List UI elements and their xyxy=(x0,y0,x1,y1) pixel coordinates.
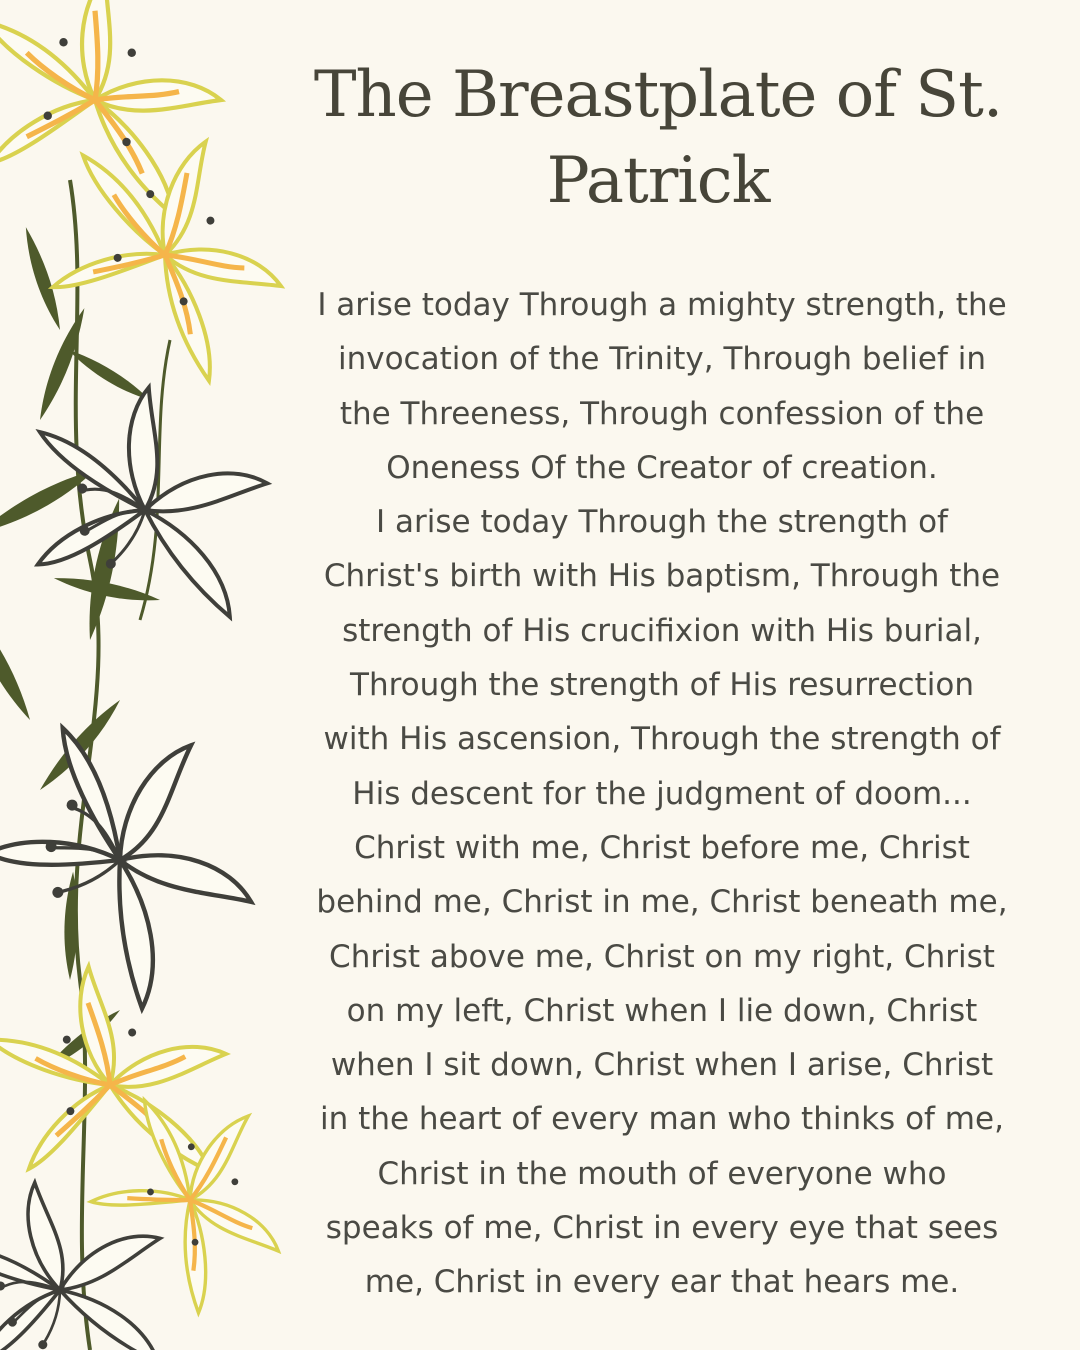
page-title: The Breastplate of St. Patrick xyxy=(313,58,1003,218)
prayer-line: I arise today Through a mighty strength, the xyxy=(317,287,1007,323)
prayer-line: Through the strength of His resurrection xyxy=(350,667,974,704)
prayer-line: His descent for the judgment of doom... xyxy=(352,775,972,812)
prayer-line: Christ's birth with His baptism, Through the xyxy=(323,558,1001,595)
prayer-line: when I sit down, Christ when I arise, Christ xyxy=(330,1047,994,1084)
prayer-line: invocation of the Trinity, Through belief in xyxy=(337,341,987,378)
prayer-line: the Threeness, Through confession of the xyxy=(339,395,985,432)
prayer-line: me, Christ in every ear that hears me. xyxy=(364,1264,960,1301)
prayer-line: Christ above me, Christ on my right, Christ xyxy=(329,938,995,975)
prayer-line: strength of His crucifixion with His burial, xyxy=(342,612,982,649)
prayer-line: Christ with me, Christ before me, Christ xyxy=(354,829,970,866)
prayer-line: with His ascension, Through the strength of xyxy=(323,721,1001,758)
lily-floral-border xyxy=(0,0,300,1350)
prayer-line: Oneness Of the Creator of creation. xyxy=(386,449,938,486)
prayer-text xyxy=(262,278,1062,1310)
prayer-line: I arise today Through the strength of xyxy=(376,504,948,541)
prayer-line: on my left, Christ when I lie down, Christ xyxy=(346,992,978,1029)
prayer-line: in the heart of every man who thinks of me, xyxy=(320,1101,1004,1138)
prayer-line: Christ in the mouth of everyone who xyxy=(377,1155,947,1192)
prayer-line: behind me, Christ in me, Christ beneath me, xyxy=(316,884,1008,921)
prayer-line: speaks of me, Christ in every eye that sees xyxy=(325,1210,999,1247)
